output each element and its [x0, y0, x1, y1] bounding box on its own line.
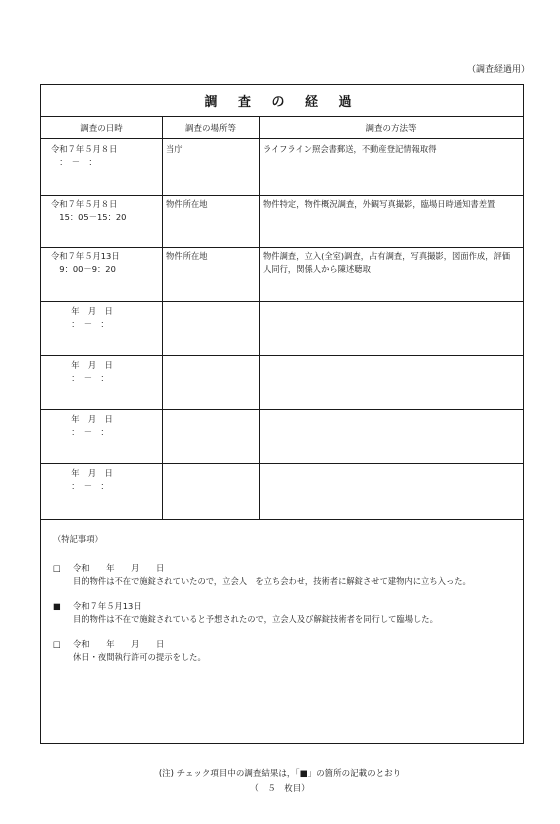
row-divider [41, 355, 523, 356]
special-note-item [53, 562, 513, 588]
row2-method: 物件特定，物件概況調査，外観写真撮影，臨場日時通知書差置 [263, 199, 496, 209]
page-count: （ ５ 枚目） [250, 784, 310, 794]
row4-time: ： － ： [63, 319, 109, 329]
row1-place: 当庁 [166, 144, 183, 154]
row4-date: 年 月 日 [63, 306, 113, 316]
header-method: 調査の方法等 [259, 117, 523, 139]
row-divider [41, 301, 523, 302]
header-date: 調査の日時 [41, 117, 162, 139]
row5-date: 年 月 日 [63, 360, 113, 370]
special-note-text: 休日・夜間執行許可の提示をした。 [73, 652, 206, 662]
column-divider [259, 117, 260, 519]
row1-time: ： － ： [51, 157, 97, 167]
table-title: 調 査 の 経 過 [41, 85, 523, 117]
special-note-date: 令和７年５月13日 [73, 601, 142, 611]
checkbox-unchecked-icon[interactable]: □ [53, 563, 61, 573]
row3-place: 物件所在地 [166, 251, 208, 261]
special-note-item [53, 638, 513, 664]
row7-date: 年 月 日 [63, 468, 113, 478]
row-divider [41, 247, 523, 248]
row2-place: 物件所在地 [166, 199, 208, 209]
row6-time: ： － ： [63, 427, 109, 437]
investigation-table [40, 84, 524, 744]
checkbox-checked-icon[interactable]: ■ [53, 601, 61, 611]
row3-method: 物件調査，立入(全室)調査，占有調査，写真撮影，図面作成，評価人同行，関係人から陳述聴取 [263, 251, 511, 274]
row1-method: ライフライン照会書郵送，不動産登記情報取得 [263, 144, 437, 154]
row-divider [41, 409, 523, 410]
row3-date: 令和７年５月13日 [51, 251, 120, 261]
form-type-label: （調査経過用） [466, 65, 530, 75]
special-note-date: 令和 年 月 日 [73, 563, 165, 573]
row1-date: 令和７年５月８日 [51, 144, 118, 154]
row7-time: ： － ： [63, 481, 109, 491]
special-notes-heading: （特記事項） [53, 534, 103, 544]
special-notes [53, 533, 513, 664]
row2-time: 15：05－15：20 [51, 212, 127, 222]
special-note-text: 目的物件は不在で施錠されていると予想されたので，立会人及び解錠技術者を同行して臨場した。 [73, 614, 438, 624]
special-note-text: 目的物件は不在で施錠されていたので，立会人 を立ち会わせ，技術者に解錠させて建物内に立ち入った。 [73, 576, 471, 586]
row3-time: 9：00－9：20 [51, 264, 116, 274]
row5-time: ： － ： [63, 373, 109, 383]
header-place: 調査の場所等 [162, 117, 259, 139]
row6-date: 年 月 日 [63, 414, 113, 424]
row-divider [41, 463, 523, 464]
footer-note: (注) チェック項目中の調査結果は，「■」の箇所の記載のとおり [158, 769, 402, 779]
special-note-item [53, 600, 513, 626]
table-bottom-divider [41, 519, 523, 520]
checkbox-unchecked-icon[interactable]: □ [53, 639, 61, 649]
row2-date: 令和７年５月８日 [51, 199, 118, 209]
row-divider [41, 195, 523, 196]
column-divider [162, 117, 163, 519]
special-note-date: 令和 年 月 日 [73, 639, 165, 649]
